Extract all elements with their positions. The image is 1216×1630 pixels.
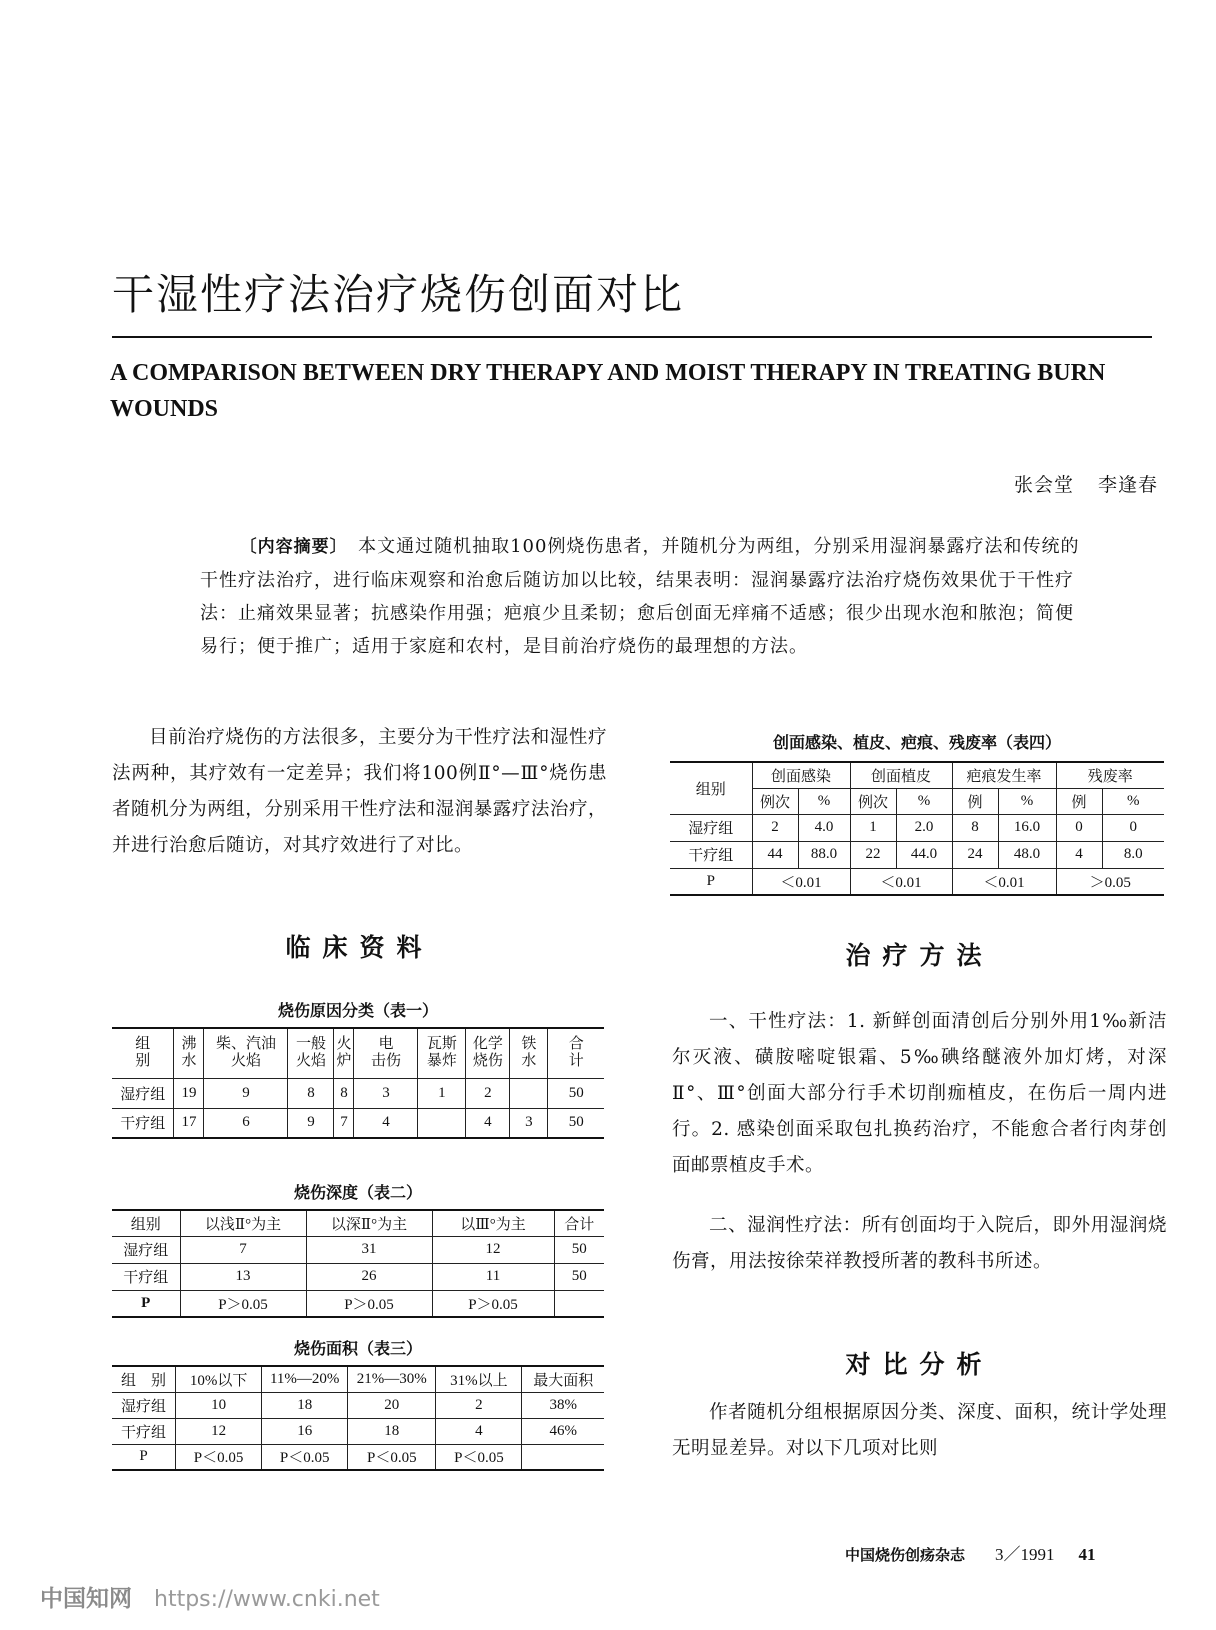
table1-cell: 2: [466, 1078, 510, 1108]
table4-caption: 创面感染、植皮、疤痕、残废率（表四）: [772, 733, 1061, 752]
table3-header-row: [112, 1366, 604, 1392]
table3-cell: 12: [176, 1418, 262, 1444]
table2-cell: 11: [432, 1263, 554, 1290]
table2-header: 合计: [554, 1210, 604, 1236]
watermark: [40, 1580, 380, 1613]
table3-cell: 18: [262, 1392, 348, 1418]
table4-cell: ＞0.05: [1056, 868, 1164, 895]
table1-header: 瓦斯 暴炸: [418, 1028, 466, 1078]
table4-cell: 44: [752, 841, 798, 868]
abstract: [200, 530, 1080, 663]
table-row: [670, 868, 1164, 895]
table2-block: [112, 1180, 604, 1318]
table2-cell: [554, 1290, 604, 1317]
page-number: 41: [1078, 1545, 1096, 1564]
table4-cell: 0: [1102, 814, 1164, 841]
title-chinese: 干湿性疗法治疗烧伤创面对比: [112, 270, 685, 319]
table-row: [112, 1290, 604, 1317]
section-heading-comparison: 对比分析: [845, 1350, 994, 1379]
table4-subheader: 例: [952, 788, 998, 814]
table1-header: 组 别: [112, 1028, 174, 1078]
table3-cell: 4: [436, 1418, 522, 1444]
table4: [670, 761, 1164, 896]
footer-issue: 3／1991: [995, 1545, 1055, 1564]
table1-cell: 9: [204, 1078, 288, 1108]
table-row: [670, 841, 1164, 868]
table1-cell: 7: [334, 1108, 354, 1138]
table3-cell: P＜0.05: [436, 1444, 522, 1470]
table3-header: 最大面积: [522, 1366, 604, 1392]
table1-block: [112, 998, 604, 1139]
table3-header: 11%—20%: [262, 1366, 348, 1392]
table4-cell: 8: [952, 814, 998, 841]
table1-header: 铁 水: [510, 1028, 548, 1078]
table3-cell: [522, 1444, 604, 1470]
table3-caption: 烧伤面积（表三）: [293, 1339, 422, 1358]
table3-block: [112, 1336, 604, 1471]
table3-cell: 18: [348, 1418, 436, 1444]
table1-cell: 8: [288, 1078, 334, 1108]
table3-cell: P＜0.05: [262, 1444, 348, 1470]
table4-cell: 1: [850, 814, 896, 841]
table1-header: 一般 火焰: [288, 1028, 334, 1078]
table2-cell: 26: [306, 1263, 432, 1290]
table-row: [112, 1078, 604, 1108]
table4-subheader: %: [798, 788, 850, 814]
table2-cell: P＞0.05: [306, 1290, 432, 1317]
table4-group-header: 创面植皮: [850, 762, 952, 788]
table1-caption: 烧伤原因分类（表一）: [277, 1001, 438, 1020]
page-footer: [845, 1540, 1096, 1565]
table2-cell: P＞0.05: [180, 1290, 306, 1317]
table-row: [112, 1392, 604, 1418]
table1-cell: 9: [288, 1108, 334, 1138]
table2-cell: 湿疗组: [112, 1236, 180, 1263]
table1-cell: 8: [334, 1078, 354, 1108]
table-row: [670, 814, 1164, 841]
abstract-text: 本文通过随机抽取100例烧伤患者，并随机分为两组，分别采用湿润暴露疗法和传统的干性疗法治疗，进行临床观察和治愈后随访加以比较，结果表明：湿润暴露疗法治疗烧伤效果优于干性疗法：止痛效果显著；抗感染作用强；疤痕少且柔韧；愈后创面无痒痛不适感；很少出现水泡和脓泡；简便易行；便于推广；适用于家庭和农村，是目前治疗烧伤的最理想的方法。: [200, 536, 1080, 657]
table4-cell: 4: [1056, 841, 1102, 868]
table2-header: 以深Ⅱ°为主: [306, 1210, 432, 1236]
author-name: 张会堂: [1014, 474, 1075, 496]
table3-header: 组 别: [112, 1366, 176, 1392]
table4-group-header: 残废率: [1056, 762, 1164, 788]
table3-header: 21%—30%: [348, 1366, 436, 1392]
table3-cell: 10: [176, 1392, 262, 1418]
table1-cell: 3: [510, 1108, 548, 1138]
table2-cell: 31: [306, 1236, 432, 1263]
table-row: [112, 1236, 604, 1263]
table1-header: 合 计: [548, 1028, 604, 1078]
table1-cell: [418, 1108, 466, 1138]
authors: [990, 470, 1158, 497]
table4-subheader: %: [1102, 788, 1164, 814]
table4-cell: ＜0.01: [752, 868, 850, 895]
table1-cell: 湿疗组: [112, 1078, 174, 1108]
table4-cell: ＜0.01: [850, 868, 952, 895]
table4-cell: 2: [752, 814, 798, 841]
table4-cell: 88.0: [798, 841, 850, 868]
table3-header: 31%以上: [436, 1366, 522, 1392]
table1-cell: 干疗组: [112, 1108, 174, 1138]
table4-cell: ＜0.01: [952, 868, 1056, 895]
table1-cell: 1: [418, 1078, 466, 1108]
table4-header: 组别: [670, 762, 752, 814]
table1-header: 沸 水: [174, 1028, 204, 1078]
table-row: [112, 1263, 604, 1290]
title-rule: [112, 336, 1152, 338]
author-name: 李逢春: [1098, 474, 1159, 496]
table-row: [112, 1444, 604, 1470]
table2-cell: 7: [180, 1236, 306, 1263]
table1-header: 柴、汽油 火焰: [204, 1028, 288, 1078]
table4-cell: 0: [1056, 814, 1102, 841]
table3-cell: 20: [348, 1392, 436, 1418]
table3-cell: 2: [436, 1392, 522, 1418]
table4-subheader: 例次: [752, 788, 798, 814]
table2-cell: 12: [432, 1236, 554, 1263]
section-heading-treatment: 治疗方法: [845, 941, 994, 970]
table3-cell: P＜0.05: [348, 1444, 436, 1470]
table4-block: [670, 730, 1164, 896]
table1-cell: 4: [466, 1108, 510, 1138]
table3-cell: 湿疗组: [112, 1392, 176, 1418]
table2: [112, 1209, 604, 1318]
table3-cell: 38%: [522, 1392, 604, 1418]
table2-cell: 50: [554, 1263, 604, 1290]
cnki-logo: 中国知网: [40, 1586, 132, 1612]
abstract-label: 〔内容摘要〕: [239, 537, 340, 557]
comparison-paragraph: 作者随机分组根据原因分类、深度、面积，统计学处理无明显差异。对以下几项对比则: [672, 1402, 1167, 1459]
table4-subheader: %: [896, 788, 952, 814]
table4-cell: 48.0: [998, 841, 1056, 868]
table1-cell: [510, 1078, 548, 1108]
table4-subheader: 例次: [850, 788, 896, 814]
table4-cell: P: [670, 868, 752, 895]
table4-group-header: 创面感染: [752, 762, 850, 788]
table2-cell: P＞0.05: [432, 1290, 554, 1317]
table3-cell: 干疗组: [112, 1418, 176, 1444]
table1-cell: 50: [548, 1108, 604, 1138]
table4-header-row: [670, 762, 1164, 788]
table2-caption: 烧伤深度（表二）: [293, 1183, 422, 1202]
table3: [112, 1365, 604, 1471]
table3-cell: 16: [262, 1418, 348, 1444]
table4-cell: 4.0: [798, 814, 850, 841]
table4-cell: 湿疗组: [670, 814, 752, 841]
table2-header: 以Ⅲ°为主: [432, 1210, 554, 1236]
title-english: A COMPARISON BETWEEN DRY THERAPY AND MOIST THERAPY IN TREATING BURN WOUNDS: [110, 360, 1106, 422]
table1-cell: 4: [354, 1108, 418, 1138]
table2-cell: 13: [180, 1263, 306, 1290]
table-row: [112, 1108, 604, 1138]
table2-header: 以浅Ⅱ°为主: [180, 1210, 306, 1236]
table4-cell: 16.0: [998, 814, 1056, 841]
footer-journal: 中国烧伤创疡杂志: [845, 1546, 966, 1564]
table-row: [112, 1418, 604, 1444]
table1-header-row: [112, 1028, 604, 1078]
intro-paragraph: 目前治疗烧伤的方法很多，主要分为干性疗法和湿性疗法两种，其疗效有一定差异；我们将100例Ⅱ°—Ⅲ°烧伤患者随机分为两组，分别采用干性疗法和湿润暴露疗法治疗，并进行治愈后随访，对其疗效进行了对比。: [112, 727, 607, 856]
table2-cell: P: [112, 1290, 180, 1317]
watermark-url[interactable]: https://www.cnki.net: [154, 1587, 380, 1612]
table4-cell: 44.0: [896, 841, 952, 868]
table1-header: 电 击伤: [354, 1028, 418, 1078]
table4-subheader: 例: [1056, 788, 1102, 814]
table3-cell: 46%: [522, 1418, 604, 1444]
treatment-paragraph-moist: 二、湿润性疗法：所有创面均于入院后，即外用湿润烧伤膏，用法按徐荣祥教授所著的教科书所述。: [672, 1215, 1167, 1272]
table2-header-row: [112, 1210, 604, 1236]
table2-cell: 50: [554, 1236, 604, 1263]
table1-cell: 50: [548, 1078, 604, 1108]
table1-cell: 17: [174, 1108, 204, 1138]
table4-cell: 干疗组: [670, 841, 752, 868]
table4-group-header: 疤痕发生率: [952, 762, 1056, 788]
table4-subheader: %: [998, 788, 1056, 814]
section-heading-clinical: 临床资料: [285, 933, 434, 962]
table1: [112, 1027, 604, 1139]
table1-cell: 6: [204, 1108, 288, 1138]
table1-cell: 19: [174, 1078, 204, 1108]
table3-cell: P＜0.05: [176, 1444, 262, 1470]
table1-header: 火 炉: [334, 1028, 354, 1078]
table2-header: 组别: [112, 1210, 180, 1236]
table4-cell: 8.0: [1102, 841, 1164, 868]
table1-header: 化学 烧伤: [466, 1028, 510, 1078]
table2-cell: 干疗组: [112, 1263, 180, 1290]
table3-header: 10%以下: [176, 1366, 262, 1392]
table4-cell: 2.0: [896, 814, 952, 841]
table4-cell: 22: [850, 841, 896, 868]
treatment-paragraph-dry: 一、干性疗法：1. 新鲜创面清创后分别外用1‰新洁尔灭液、磺胺嘧啶银霜、5‰碘络醚液外加灯烤，对深Ⅱ°、Ⅲ°创面大部分行手术切削痂植皮，在伤后一周内进行。2. 感染创面采取包扎换药治疗，不能愈合者行肉芽创面邮票植皮手术。: [672, 1011, 1167, 1176]
table4-cell: 24: [952, 841, 998, 868]
table3-cell: P: [112, 1444, 176, 1470]
table1-cell: 3: [354, 1078, 418, 1108]
